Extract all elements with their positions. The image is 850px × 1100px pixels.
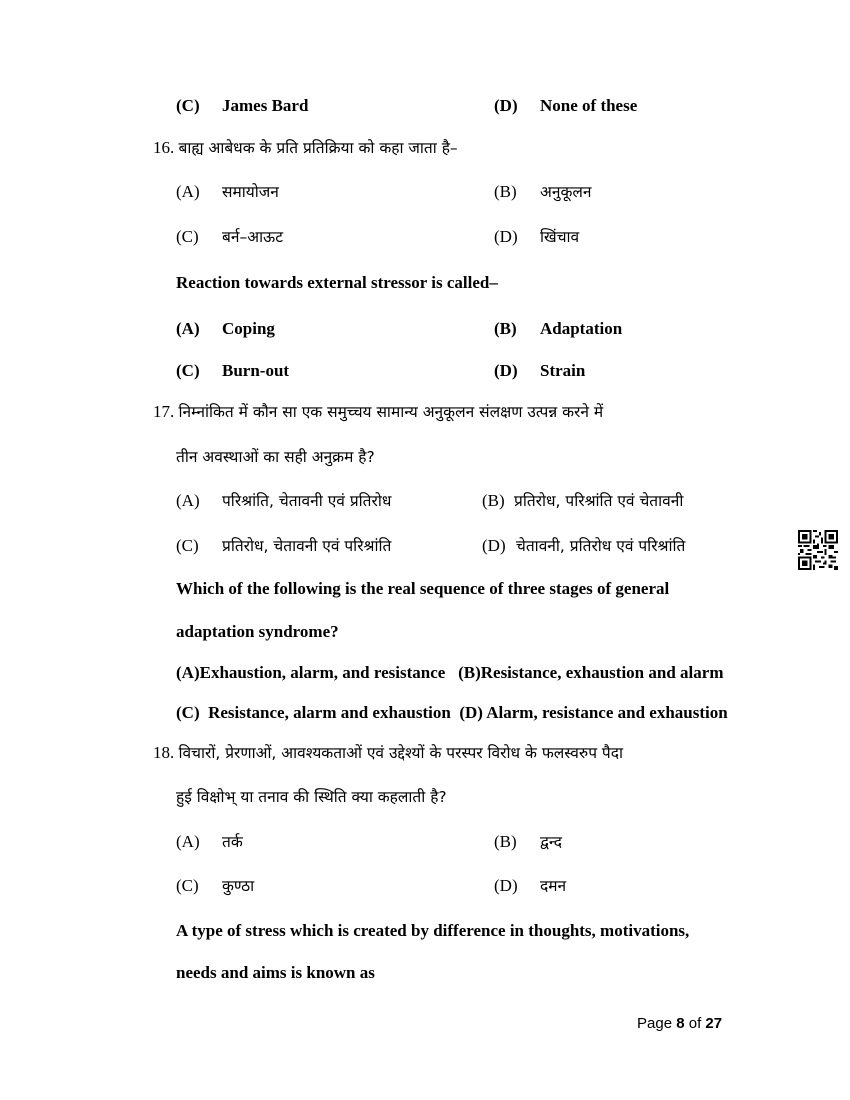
q17-hindi-option-c (176, 535, 391, 557)
q17-hindi-question-line2: तीन अवस्थाओं का सही अनुक्रम है? (176, 448, 375, 466)
question-number: 18. (153, 743, 175, 762)
option-text: प्रतिरोध, चेतावनी एवं परिश्रांति (222, 537, 392, 555)
option-text: James Bard (222, 96, 309, 115)
q18-hindi-option-a (176, 831, 243, 853)
q16-english-question: Reaction towards external stressor is called– (176, 273, 498, 292)
option-text: बर्न–आऊट (222, 228, 284, 246)
option-text: Strain (540, 361, 586, 380)
option-label: (D) (494, 361, 518, 380)
q16-hindi-option-b (494, 181, 591, 203)
page-word: Page (637, 1015, 673, 1032)
option-text: कुण्ठा (222, 877, 255, 895)
option-text: None of these (540, 96, 638, 115)
q16-english-option-d (494, 360, 585, 382)
option-label: (C) (176, 96, 200, 115)
option-label: (B) (494, 182, 517, 201)
option-text: प्रतिरोध, परिश्रांति एवं चेतावनी (514, 492, 684, 510)
option-label: (C) (176, 361, 200, 380)
option-text: Adaptation (540, 319, 623, 338)
option-label: (C) (176, 227, 199, 246)
q15-option-c (176, 95, 308, 117)
option-text: समायोजन (222, 183, 279, 201)
option-label: (C) (176, 876, 199, 895)
q16-hindi-option-c (176, 226, 283, 248)
q17-english-options-row2: (C) Resistance, alarm and exhaustion (D) Alarm, resistance and exhaustion (176, 703, 728, 722)
option-label: (D) (494, 876, 518, 895)
question-text: विचारों, प्रेरणाओं, आवश्यकताओं एवं उद्देश्यों के परस्पर विरोध के फलस्वरुप पैदा (178, 744, 623, 762)
q16-hindi-option-d (494, 226, 579, 248)
option-label: (A) (176, 319, 200, 338)
q18-english-question-line1: A type of stress which is created by difference in thoughts, motivations, (176, 921, 690, 940)
option-label: (A) (176, 182, 200, 201)
option-label: (D) (494, 227, 518, 246)
option-text: दमन (540, 877, 567, 895)
q15-option-d (494, 95, 637, 117)
q18-hindi-option-c (176, 875, 254, 897)
option-label: (B) (482, 491, 505, 510)
option-text: चेतावनी, प्रतिरोध एवं परिश्रांति (516, 537, 686, 555)
q17-hindi-option-b (482, 490, 683, 512)
option-text: अनुकूलन (540, 183, 592, 201)
question-text: निम्नांकित में कौन सा एक समुच्चय सामान्य अनुकूलन संलक्षण उत्पन्न करने में (178, 403, 604, 421)
q17-english-question-line2: adaptation syndrome? (176, 622, 339, 641)
option-label: (C) (176, 536, 199, 555)
q16-hindi-question (153, 137, 458, 159)
q17-english-options-row1: (A)Exhaustion, alarm, and resistance (B)Resistance, exhaustion and alarm (176, 663, 724, 682)
option-text: Coping (222, 319, 275, 338)
q17-hindi-question-line1 (153, 401, 603, 423)
q18-hindi-question-line1 (153, 742, 623, 764)
of-word: of (688, 1015, 702, 1032)
q18-hindi-option-d (494, 875, 566, 897)
option-label: (A) (176, 491, 200, 510)
q18-hindi-question-line2: हुई विक्षोभ् या तनाव की स्थिति क्या कहलाती है? (176, 788, 447, 806)
option-label: (B) (494, 832, 517, 851)
q16-english-option-c (176, 360, 289, 382)
option-text: परिश्रांति, चेतावनी एवं प्रतिरोध (222, 492, 392, 510)
q16-english-option-a (176, 318, 275, 340)
option-text: Burn-out (222, 361, 290, 380)
q17-hindi-option-d (482, 535, 685, 557)
option-label: (A) (176, 832, 200, 851)
current-page: 8 (676, 1015, 685, 1032)
option-label: (D) (494, 96, 518, 115)
option-text: खिंचाव (540, 228, 580, 246)
question-text: बाह्य आबेधक के प्रति प्रतिक्रिया को कहा जाता है– (178, 139, 458, 157)
q17-hindi-option-a (176, 490, 391, 512)
total-pages: 27 (705, 1015, 723, 1032)
q17-english-question-line1: Which of the following is the real sequence of three stages of general (176, 579, 670, 598)
question-number: 17. (153, 402, 175, 421)
option-text: तर्क (222, 833, 243, 851)
question-number: 16. (153, 138, 175, 157)
q16-hindi-option-a (176, 181, 279, 203)
page-number (637, 1015, 722, 1032)
option-text: द्वन्द (540, 833, 562, 851)
qr-code-icon (798, 530, 838, 570)
option-label: (B) (494, 319, 517, 338)
q16-english-option-b (494, 318, 622, 340)
q18-english-question-line2: needs and aims is known as (176, 963, 375, 982)
option-label: (D) (482, 536, 506, 555)
q18-hindi-option-b (494, 831, 562, 853)
